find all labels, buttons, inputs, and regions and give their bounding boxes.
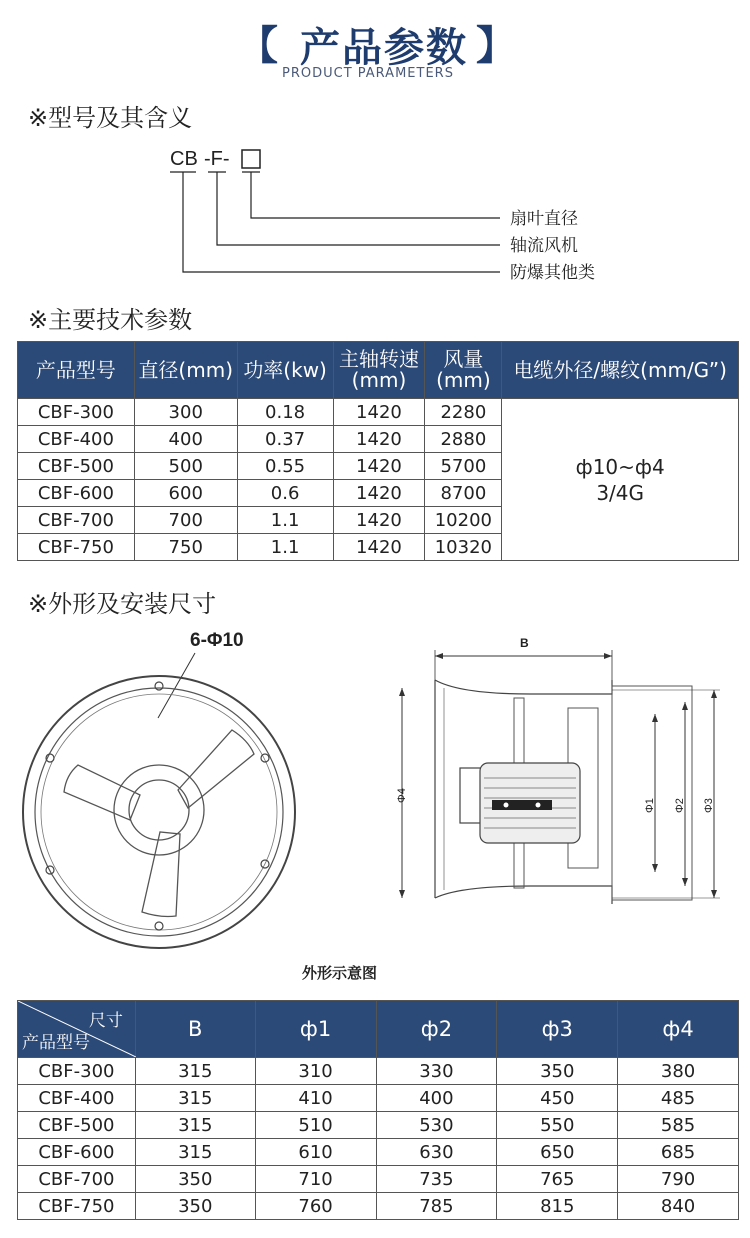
legend-axial-fan: 轴流风机 (510, 236, 578, 255)
table-row (18, 1112, 739, 1139)
cell: 1.1 (237, 507, 333, 534)
spec-section-heading: ※主要技术参数 (28, 306, 193, 334)
cell: 610 (255, 1139, 376, 1166)
dim-phi3-label: Φ3 (703, 798, 715, 813)
cell: 350 (497, 1058, 618, 1085)
cell: 785 (376, 1193, 497, 1220)
hole-label: 6-Φ10 (190, 630, 244, 651)
corner-label-model: 产品型号 (22, 1033, 90, 1053)
cell: 735 (376, 1166, 497, 1193)
cell: 815 (497, 1193, 618, 1220)
cell: 765 (497, 1166, 618, 1193)
dim-col-b: B (135, 1001, 255, 1058)
cell: CBF-300 (18, 1058, 136, 1085)
model-section-heading: ※型号及其含义 (28, 104, 193, 132)
cell: CBF-500 (18, 1112, 136, 1139)
spec-col-diameter: 直径(mm) (134, 342, 237, 399)
dim-col-phi2: ф2 (376, 1001, 497, 1058)
cell: 350 (135, 1193, 255, 1220)
fan-side-view (380, 628, 730, 928)
cell: CBF-400 (18, 1085, 136, 1112)
dim-table-corner (18, 1001, 136, 1058)
dim-col-phi1: ф1 (255, 1001, 376, 1058)
cell: 750 (134, 534, 237, 561)
header-bracket-left: 【 (238, 23, 278, 69)
cell: 600 (134, 480, 237, 507)
cell: 550 (497, 1112, 618, 1139)
cell: 350 (135, 1166, 255, 1193)
cell: 2280 (425, 399, 502, 426)
table-row (18, 1166, 739, 1193)
table-row (18, 1139, 739, 1166)
spec-table-header-row (18, 342, 739, 399)
fan-front-view (20, 620, 320, 960)
cell: 1420 (333, 399, 425, 426)
cable-spec-line2: 3/4G (596, 480, 645, 505)
cell: 400 (134, 426, 237, 453)
cable-spec-cell (502, 399, 739, 561)
spec-col-cable: 电缆外径/螺纹(mm/G”) (502, 342, 739, 399)
cell: 530 (376, 1112, 497, 1139)
cell: 710 (255, 1166, 376, 1193)
cell: 0.55 (237, 453, 333, 480)
spec-col-power: 功率(kw) (237, 342, 333, 399)
cell: 315 (135, 1085, 255, 1112)
dim-b-label: B (520, 636, 529, 650)
cell: CBF-700 (18, 507, 135, 534)
model-code-box (242, 150, 260, 168)
corner-label-size: 尺寸 (88, 1011, 123, 1031)
cell: 2880 (425, 426, 502, 453)
cell: CBF-500 (18, 453, 135, 480)
cell: 300 (134, 399, 237, 426)
cell: 650 (497, 1139, 618, 1166)
dim-table-header-row (18, 1001, 739, 1058)
cell: CBF-600 (18, 1139, 136, 1166)
page-title: 产品参数 (300, 25, 468, 71)
cell: 1420 (333, 507, 425, 534)
cell: 685 (618, 1139, 739, 1166)
spec-col-model: 产品型号 (18, 342, 135, 399)
dim-phi1-label: Φ1 (644, 798, 656, 813)
cell: CBF-600 (18, 480, 135, 507)
cell: 0.37 (237, 426, 333, 453)
table-row (18, 1085, 739, 1112)
cell: 1420 (333, 480, 425, 507)
cell: 1420 (333, 426, 425, 453)
cell: 1420 (333, 534, 425, 561)
cell: 10200 (425, 507, 502, 534)
cell: 450 (497, 1085, 618, 1112)
cell: 1.1 (237, 534, 333, 561)
cell: 315 (135, 1139, 255, 1166)
cell: 330 (376, 1058, 497, 1085)
model-code-diagram (160, 140, 620, 290)
cell: 400 (376, 1085, 497, 1112)
cell: 500 (134, 453, 237, 480)
drawing-caption: 外形示意图 (302, 964, 378, 982)
cell: 760 (255, 1193, 376, 1220)
cell: 315 (135, 1112, 255, 1139)
dim-section-heading: ※外形及安装尺寸 (28, 590, 217, 618)
dim-phi2-label: Φ2 (674, 798, 686, 813)
legend-explosion-proof: 防爆其他类 (510, 263, 595, 282)
legend-blade-diameter: 扇叶直径 (510, 209, 578, 228)
spec-col-speed: 主轴转速 (mm) (333, 342, 425, 399)
cell: CBF-400 (18, 426, 135, 453)
cell: CBF-750 (18, 1193, 136, 1220)
cell: 700 (134, 507, 237, 534)
dim-col-phi3: ф3 (497, 1001, 618, 1058)
cell: 315 (135, 1058, 255, 1085)
cell: 630 (376, 1139, 497, 1166)
cell: 0.18 (237, 399, 333, 426)
model-code-cb: CB (170, 148, 198, 170)
page-subtitle: PRODUCT PARAMETERS (282, 66, 454, 81)
cell: 10320 (425, 534, 502, 561)
dimension-table (17, 1000, 739, 1220)
cable-spec-line1: ф10~ф4 (575, 454, 665, 479)
dim-col-phi4: ф4 (618, 1001, 739, 1058)
cell: CBF-700 (18, 1166, 136, 1193)
cell: CBF-300 (18, 399, 135, 426)
cell: 485 (618, 1085, 739, 1112)
table-row (18, 1058, 739, 1085)
cell: 1420 (333, 453, 425, 480)
model-code-f: -F- (204, 148, 230, 170)
cell: 8700 (425, 480, 502, 507)
cell: 510 (255, 1112, 376, 1139)
spec-table (17, 341, 739, 561)
cell: 410 (255, 1085, 376, 1112)
header-bracket-right: 】 (476, 23, 516, 69)
cell: 380 (618, 1058, 739, 1085)
cell: 790 (618, 1166, 739, 1193)
cell: CBF-750 (18, 534, 135, 561)
cell: 840 (618, 1193, 739, 1220)
table-row (18, 1193, 739, 1220)
cell: 585 (618, 1112, 739, 1139)
dim-phi4-label: Φ4 (396, 788, 408, 803)
cell: 0.6 (237, 480, 333, 507)
spec-col-airflow: 风量 (mm) (425, 342, 502, 399)
cell: 310 (255, 1058, 376, 1085)
cell: 5700 (425, 453, 502, 480)
table-row (18, 399, 739, 426)
